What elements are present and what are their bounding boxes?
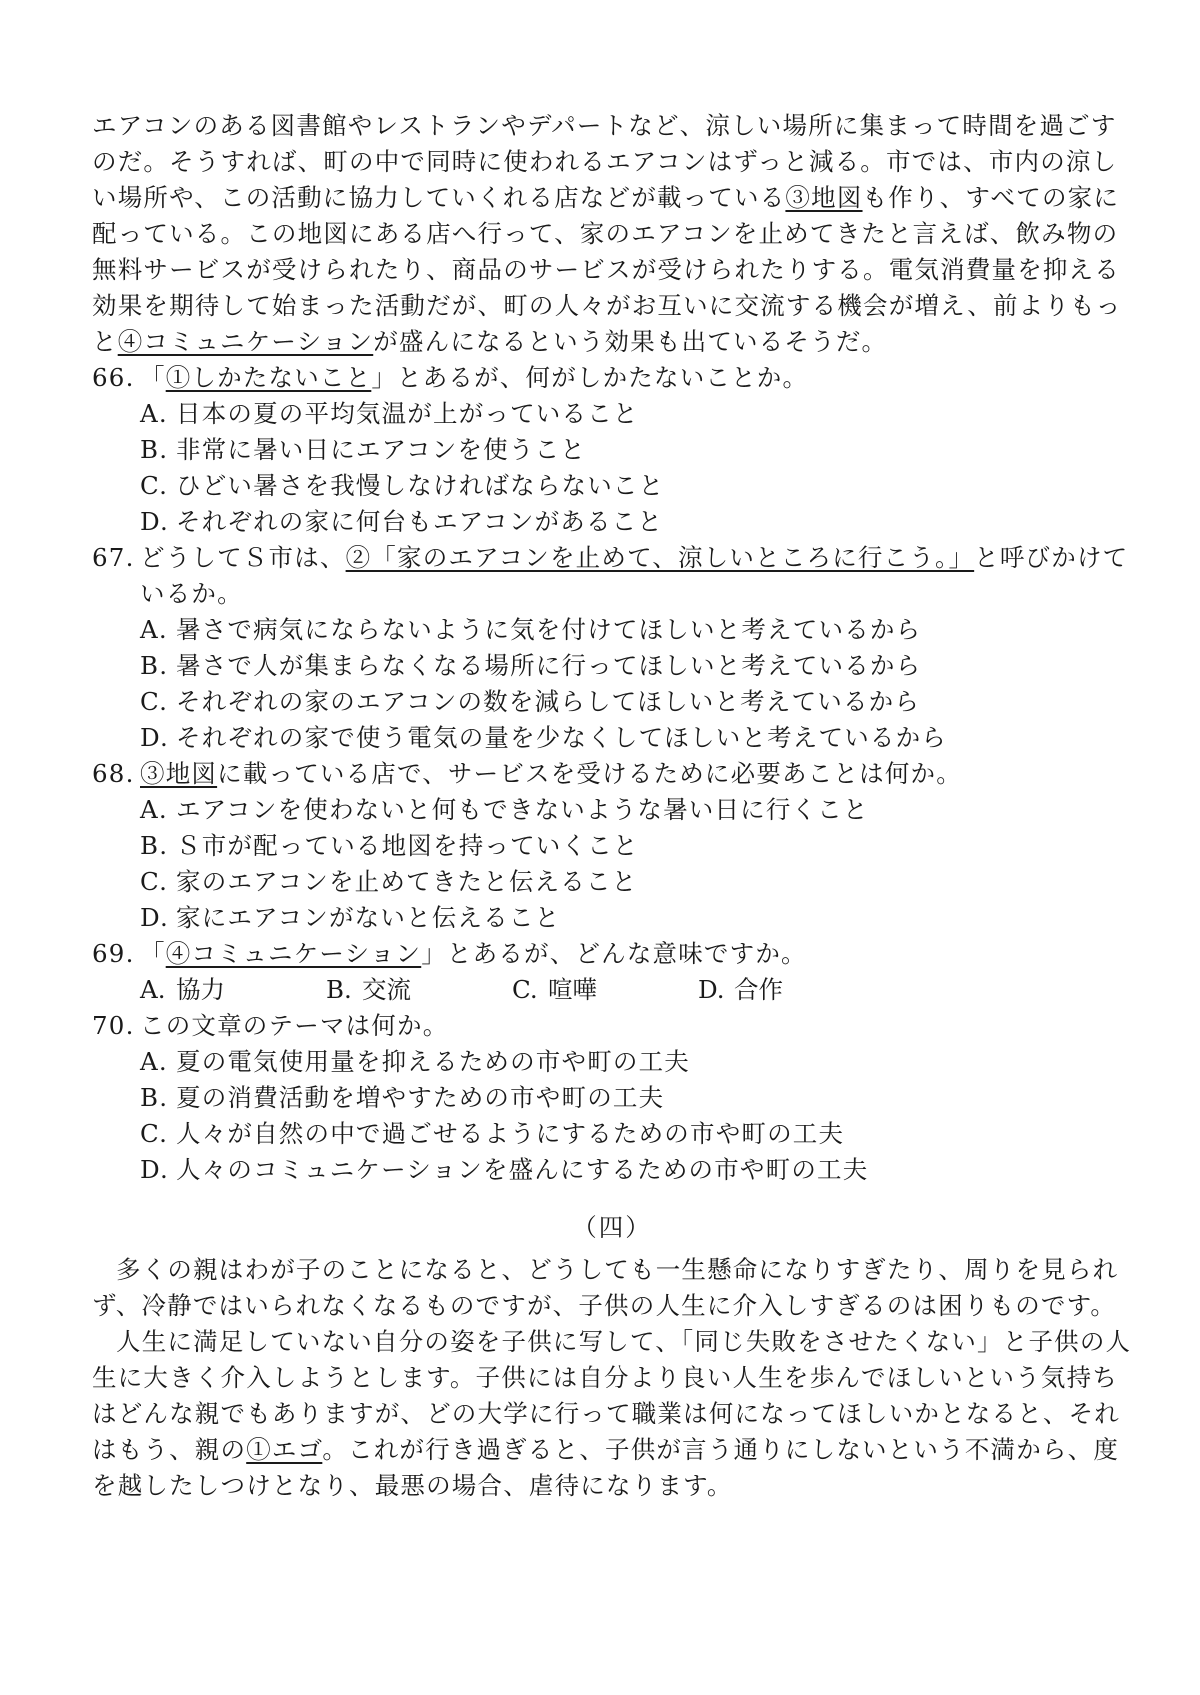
option-b[interactable] xyxy=(92,648,1132,684)
passage-text: い場所や、この活動に協力していくれる店などが載っている xyxy=(92,183,786,212)
option-text: 夏の消費活動を増やすための市や町の工夫 xyxy=(176,1083,665,1112)
option-c[interactable] xyxy=(92,684,1132,720)
option-label: D. xyxy=(140,903,169,932)
question-stem xyxy=(92,540,1132,576)
option-text: 夏の電気使用量を抑えるための市や町の工夫 xyxy=(176,1047,690,1076)
paragraph-text: 。これが行き過ぎると、子供が言う通りにしないという不満から、度 xyxy=(322,1435,1120,1464)
paragraph-line: ず、冷静ではいられなくなるものですが、子供の人生に介入しすぎるのは困りものです。 xyxy=(92,1291,1117,1320)
option-a[interactable] xyxy=(92,792,1132,828)
stem-continuation: いるか。 xyxy=(140,579,243,608)
option-label: A. xyxy=(140,615,168,644)
underlined-phrase: ①しかたないこと xyxy=(165,363,372,392)
stem-text: 「 xyxy=(140,939,166,968)
passage-line: エアコンのある図書館やレストランやデパートなど、涼しい場所に集まって時間を過ごす xyxy=(92,111,1117,140)
passage-line: 無料サービスが受けられたり、商品のサービスが受けられたりする。電気消費量を抑える xyxy=(92,255,1120,284)
option-label: A. xyxy=(140,975,166,1004)
option-label: B. xyxy=(140,435,169,464)
underlined-phrase: ②「家のエアコンを止めて、涼しいところに行こう。」 xyxy=(345,543,975,572)
question-stem xyxy=(92,1008,1132,1044)
option-b[interactable] xyxy=(326,972,512,1008)
option-label: B. xyxy=(326,975,352,1004)
stem-text: この文章のテーマは何か。 xyxy=(140,1011,449,1040)
option-text: 家のエアコンを止めてきたと伝えること xyxy=(176,867,638,896)
option-label: C. xyxy=(140,687,169,716)
option-label: B. xyxy=(140,831,169,860)
question-70 xyxy=(92,1008,1132,1188)
paragraph-text: はもう、親の xyxy=(92,1435,247,1464)
option-c[interactable] xyxy=(92,864,1132,900)
option-a[interactable] xyxy=(92,612,1132,648)
question-number: 69. xyxy=(92,939,135,968)
option-b[interactable] xyxy=(92,828,1132,864)
question-stem xyxy=(92,936,1132,972)
paragraph-line xyxy=(92,1432,1132,1468)
paragraph-line: 多くの親はわが子のことになると、どうしても一生懸命になりすぎたり、周りを見られ xyxy=(116,1255,1119,1284)
option-a[interactable] xyxy=(92,396,1132,432)
option-label: C. xyxy=(140,867,169,896)
section-four xyxy=(92,1210,1132,1504)
option-d[interactable] xyxy=(92,900,1132,936)
stem-text: 」とあるが、どんな意味ですか。 xyxy=(421,939,807,968)
option-label: D. xyxy=(140,723,169,752)
option-text: 協力 xyxy=(176,975,225,1004)
paragraph-line: を越したしつけとなり、最悪の場合、虐待になります。 xyxy=(92,1471,733,1500)
option-text: それぞれの家に何台もエアコンがあること xyxy=(176,507,664,536)
option-text: 暑さで病気にならないように気を付けてほしいと考えているから xyxy=(176,615,922,644)
underlined-phrase-communication: ④コミュニケーション xyxy=(117,327,374,356)
option-text: 人々が自然の中で過ごせるようにするための市や町の工夫 xyxy=(176,1119,845,1148)
option-a[interactable] xyxy=(92,1044,1132,1080)
option-label: B. xyxy=(140,1083,169,1112)
passage-text: と xyxy=(92,327,118,356)
option-d[interactable] xyxy=(698,972,884,1008)
option-text: それぞれの家のエアコンの数を減らしてほしいと考えているから xyxy=(176,687,921,716)
passage-line xyxy=(92,180,1132,216)
option-text: ひどい暑さを我慢しなければならないこと xyxy=(176,471,665,500)
paragraph-line: 人生に満足していない自分の姿を子供に写して、「同じ失敗をさせたくない」と子供の人 xyxy=(116,1327,1132,1356)
passage-line: のだ。そうすれば、町の中で同時に使われるエアコンはずっと減る。市では、市内の涼し xyxy=(92,147,1118,176)
option-b[interactable] xyxy=(92,1080,1132,1116)
option-label: C. xyxy=(512,975,538,1004)
option-text: 交流 xyxy=(362,975,411,1004)
stem-text: どうしてＳ市は、 xyxy=(140,543,346,572)
option-text: 日本の夏の平均気温が上がっていること xyxy=(176,399,639,428)
section-title: （四） xyxy=(572,1213,652,1242)
stem-text: 」とあるが、何がしかたないことか。 xyxy=(371,363,809,392)
stem-text: 「 xyxy=(140,363,166,392)
question-66 xyxy=(92,360,1132,540)
option-a[interactable] xyxy=(140,972,326,1008)
underlined-phrase-map: ③地図 xyxy=(785,183,863,212)
option-c[interactable] xyxy=(92,1116,1132,1152)
underlined-phrase-ego: ①エゴ xyxy=(246,1435,323,1464)
passage-line: 配っている。この地図にある店へ行って、家のエアコンを止めてきたと言えば、飲み物の xyxy=(92,219,1119,248)
question-68 xyxy=(92,756,1132,936)
option-text: Ｓ市が配っている地図を持っていくこと xyxy=(176,831,639,860)
underlined-phrase: ④コミュニケーション xyxy=(165,939,422,968)
option-label: A. xyxy=(140,399,168,428)
option-text: 暑さで人が集まらなくなる場所に行ってほしいと考えているから xyxy=(176,651,922,680)
option-label: A. xyxy=(140,795,168,824)
question-69 xyxy=(92,936,1132,1008)
stem-text: と呼びかけて xyxy=(974,543,1129,572)
paragraph-line: 生に大きく介入しようとします。子供には自分より良い人生を歩んでほしいという気持ち xyxy=(92,1363,1119,1392)
passage-text: が盛んになるという効果も出ているそうだ。 xyxy=(373,327,888,356)
option-text: 非常に暑い日にエアコンを使うこと xyxy=(176,435,586,464)
question-number: 67. xyxy=(92,543,135,572)
option-text: 家にエアコンがないと伝えること xyxy=(176,903,561,932)
option-d[interactable] xyxy=(92,1152,1132,1188)
question-number: 66. xyxy=(92,363,135,392)
option-text: エアコンを使わないと何もできないような暑い日に行くこと xyxy=(176,795,869,824)
paragraph-line: はどんな親でもありますが、どの大学に行って職業は何になってほしいかとなると、それ xyxy=(92,1399,1120,1428)
option-text: それぞれの家で使う電気の量を少なくしてほしいと考えているから xyxy=(176,723,947,752)
passage-three xyxy=(92,108,1132,360)
option-text: 人々のコミュニケーションを盛んにするための市や町の工夫 xyxy=(176,1155,869,1184)
option-c[interactable] xyxy=(92,468,1132,504)
option-d[interactable] xyxy=(92,720,1132,756)
option-label: B. xyxy=(140,651,169,680)
option-label: C. xyxy=(140,471,169,500)
option-row xyxy=(92,972,1132,1008)
option-b[interactable] xyxy=(92,432,1132,468)
question-number: 70. xyxy=(92,1011,135,1040)
passage-text: も作り、すべての家に xyxy=(862,183,1120,212)
question-stem xyxy=(92,756,1132,792)
question-number: 68. xyxy=(92,759,135,788)
exam-page xyxy=(92,108,1132,1504)
option-d[interactable] xyxy=(92,504,1132,540)
option-label: D. xyxy=(698,975,725,1004)
option-c[interactable] xyxy=(512,972,698,1008)
question-stem xyxy=(92,360,1132,396)
option-label: D. xyxy=(140,507,169,536)
underlined-phrase: ③地図 xyxy=(140,759,218,788)
stem-text: に載っている店で、サービスを受けるために必要あことは何か。 xyxy=(217,759,962,788)
question-67 xyxy=(92,540,1132,756)
option-text: 合作 xyxy=(734,975,783,1004)
option-label: D. xyxy=(140,1155,169,1184)
passage-line: 効果を期待して始まった活動だが、町の人々がお互いに交流する機会が増え、前よりもっ xyxy=(92,291,1122,320)
option-text: 喧嘩 xyxy=(548,975,597,1004)
passage-line xyxy=(92,324,1132,360)
option-label: C. xyxy=(140,1119,169,1148)
option-label: A. xyxy=(140,1047,168,1076)
